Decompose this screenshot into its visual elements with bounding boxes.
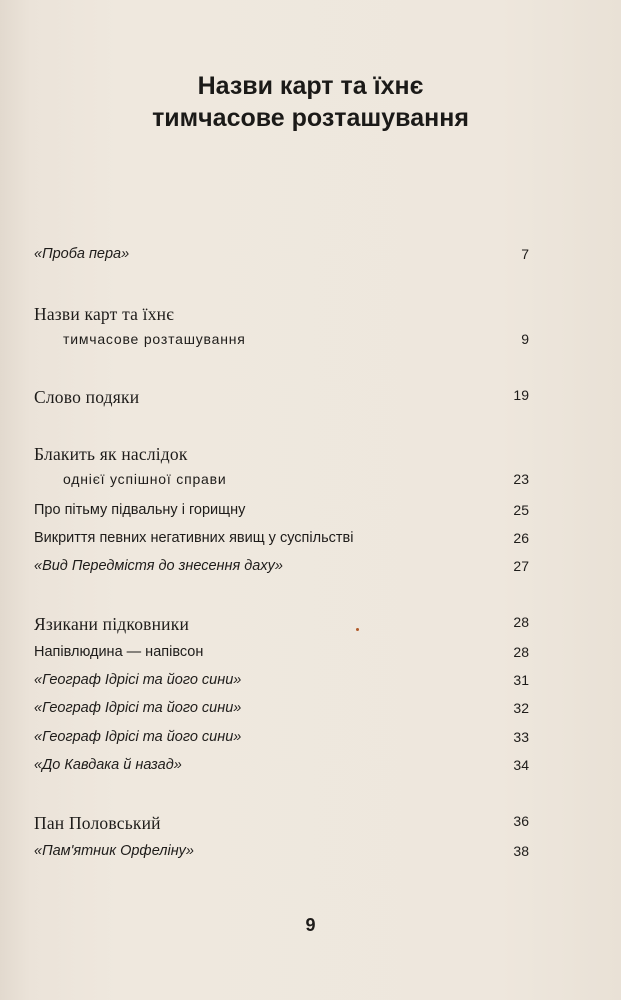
toc-entry-label: Пан Половський — [34, 813, 161, 833]
toc-entry-label: Назви карт та їхнє — [34, 304, 174, 324]
toc-entry-label: «Географ Ідрісі та його сини» — [34, 672, 242, 688]
toc-entry-page: 34 — [513, 757, 529, 773]
toc-entry-label: однієї успішної справи — [63, 471, 227, 487]
toc-entry-page: 9 — [521, 331, 529, 347]
toc-entry — [0, 246, 621, 270]
toc-entry-label: «Географ Ідрісі та його сини» — [34, 729, 242, 745]
toc-entry — [0, 672, 621, 696]
toc-entry-label: тимчасове розташування — [63, 331, 246, 347]
toc-entry-page: 38 — [513, 843, 529, 859]
toc-entry-label: Про пітьму підвальну і горищну — [34, 502, 246, 518]
title-line-1: Назви карт та їхнє — [197, 72, 424, 100]
toc-entry-page: 31 — [513, 672, 529, 688]
toc-entry — [0, 644, 621, 668]
toc-entry — [0, 331, 621, 355]
toc-entry-page: 25 — [513, 502, 529, 518]
toc-entry-page: 7 — [521, 246, 529, 262]
toc-entry — [0, 558, 621, 582]
toc-entry-page: 32 — [513, 700, 529, 716]
toc-entry — [0, 444, 621, 468]
toc-entry-page: 36 — [513, 813, 529, 829]
toc-entry — [0, 813, 621, 837]
page-number: 9 — [305, 915, 316, 935]
toc-entry-label: Язикани підковники — [34, 614, 190, 634]
toc-entry-label: «Пам'ятник Орфеліну» — [34, 843, 194, 859]
toc-entry — [0, 843, 621, 867]
toc-entry — [0, 757, 621, 781]
toc-entry-label: Слово подяки — [34, 387, 140, 407]
toc-entry-label: «Проба пера» — [34, 246, 130, 262]
toc-entry-page: 26 — [513, 530, 529, 546]
toc-entry-label: Викриття певних негативних явищ у суспільстві — [34, 530, 354, 546]
toc-entry — [0, 700, 621, 724]
toc-entry — [0, 729, 621, 753]
toc-entry — [0, 387, 621, 411]
toc-entry-page: 28 — [513, 614, 529, 630]
paper-speck — [356, 628, 359, 631]
toc-entry-page: 28 — [513, 644, 529, 660]
toc-entry — [0, 304, 621, 328]
toc-entry-page: 23 — [513, 471, 529, 487]
toc-entry — [0, 502, 621, 526]
toc-entry — [0, 614, 621, 638]
toc-entry-page: 27 — [513, 558, 529, 574]
toc-entry-label: «Географ Ідрісі та його сини» — [34, 700, 242, 716]
toc-entry — [0, 471, 621, 495]
toc-entry-page: 33 — [513, 729, 529, 745]
toc-entry-label: «До Кавдака й назад» — [34, 757, 182, 773]
toc-entry-label: «Вид Передмістя до знесення даху» — [34, 558, 283, 574]
page-title — [0, 70, 621, 134]
toc-entry-label: Блакить як наслідок — [34, 444, 188, 464]
title-line-2: тимчасове розташування — [152, 104, 469, 132]
toc-entry — [0, 530, 621, 554]
toc-entry-page: 19 — [513, 387, 529, 403]
toc-entry-label: Напівлюдина — напівсон — [34, 644, 204, 660]
